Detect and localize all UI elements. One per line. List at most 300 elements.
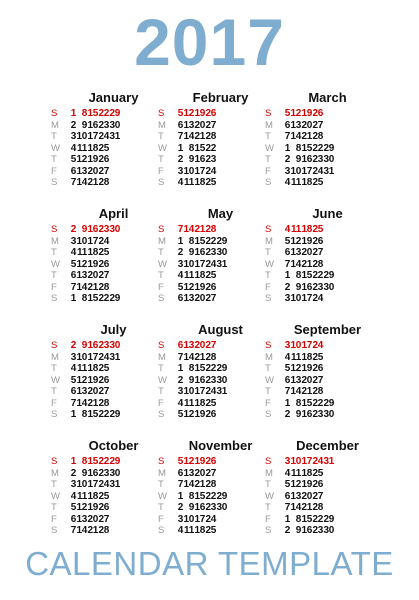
day-number: 11 (291, 224, 301, 235)
weekday-row (265, 363, 372, 375)
weekday-row (158, 177, 265, 189)
weekday-rows (158, 108, 265, 189)
day-number: 15 (87, 108, 98, 119)
day-number: 24 (312, 340, 323, 351)
weekday-row (158, 247, 265, 259)
weekday-label: S (265, 409, 272, 420)
day-number: 16 (194, 502, 205, 513)
day-list (279, 154, 334, 166)
day-number: 20 (301, 490, 312, 502)
day-number: 23 (98, 340, 109, 351)
weekday-rows (158, 224, 265, 305)
day-number: 24 (312, 165, 323, 177)
weekday-rows (158, 340, 265, 421)
weekday-row (158, 270, 265, 282)
day-number: 6 (177, 293, 183, 304)
day-number: 13 (290, 374, 301, 386)
day-list (172, 282, 216, 294)
day-number: 3 (70, 351, 76, 363)
weekday-label: S (158, 525, 165, 536)
month-december (265, 438, 372, 554)
weekday-row (265, 468, 372, 480)
day-number: 31 (216, 258, 227, 270)
day-number: 11 (184, 270, 194, 281)
weekday-label: F (158, 513, 164, 525)
weekday-label: S (158, 224, 165, 235)
day-number: 7 (284, 258, 290, 270)
day-number: 27 (205, 119, 216, 131)
day-number: 1 (177, 490, 183, 502)
day-list (279, 398, 334, 410)
day-number: 22 (312, 270, 323, 281)
day-number: 13 (183, 340, 194, 351)
day-number: 27 (205, 467, 216, 479)
day-list (279, 491, 323, 503)
day-number: 24 (98, 351, 109, 363)
day-number: 24 (205, 165, 216, 177)
day-list (172, 224, 216, 236)
day-number: 12 (76, 502, 87, 513)
day-number: 11 (77, 247, 87, 258)
weekday-label: T (51, 270, 57, 281)
weekday-rows (265, 456, 372, 537)
day-number: 5 (284, 235, 290, 247)
day-number: 21 (301, 386, 312, 397)
day-number: 11 (184, 397, 194, 409)
day-number: 5 (70, 258, 76, 270)
weekday-label: T (158, 363, 164, 374)
day-number: 25 (98, 142, 109, 154)
day-number: 5 (70, 502, 76, 513)
weekday-row (158, 154, 265, 166)
month-november (158, 438, 265, 554)
day-number: 8 (295, 513, 301, 525)
day-number: 7 (70, 397, 76, 409)
weekday-label: M (51, 467, 59, 479)
day-number: 28 (205, 351, 216, 363)
weekday-label: M (158, 235, 166, 247)
day-number: 7 (177, 351, 183, 363)
day-number: 10 (183, 513, 194, 525)
day-number: 16 (87, 224, 98, 235)
day-number: 30 (323, 281, 334, 293)
day-number: 9 (81, 340, 87, 351)
day-list (172, 468, 216, 480)
day-number: 18 (87, 363, 98, 374)
weekday-label: F (265, 397, 271, 409)
weekday-label: S (51, 456, 58, 467)
day-number: 25 (205, 525, 216, 536)
day-number: 10 (290, 340, 301, 351)
weekday-row (265, 491, 372, 503)
weekday-row (51, 491, 158, 503)
day-number: 29 (216, 235, 227, 247)
day-number: 20 (194, 119, 205, 131)
day-list (65, 270, 109, 282)
month-name: July (100, 322, 127, 337)
day-number: 5 (177, 281, 183, 293)
day-number: 8 (188, 490, 194, 502)
day-number: 13 (76, 270, 87, 281)
day-number: 29 (323, 270, 334, 281)
day-number: 22 (312, 397, 323, 409)
day-number: 28 (98, 177, 109, 188)
weekday-label: M (158, 351, 166, 363)
day-number: 4 (284, 351, 290, 363)
day-list (279, 247, 323, 259)
day-number: 4 (177, 177, 183, 188)
day-number: 15 (194, 142, 205, 154)
day-list (172, 166, 216, 178)
weekday-row (51, 177, 158, 189)
day-number: 25 (98, 363, 109, 374)
weekday-row (265, 247, 372, 259)
month-may (158, 206, 265, 322)
day-number: 30 (109, 119, 120, 131)
weekday-row (51, 259, 158, 271)
day-number: 22 (205, 363, 216, 374)
weekday-row (51, 166, 158, 178)
weekday-label: W (51, 142, 60, 154)
day-number: 25 (98, 247, 109, 258)
weekday-label: S (51, 409, 58, 420)
day-number: 16 (194, 154, 205, 165)
weekday-label: M (265, 235, 273, 247)
weekday-row (265, 282, 372, 294)
weekday-label: F (158, 165, 164, 177)
day-number: 26 (312, 363, 323, 374)
weekday-label: M (265, 119, 273, 131)
weekday-label: F (158, 281, 164, 293)
day-list (172, 131, 216, 143)
day-number: 10 (183, 386, 194, 397)
day-list (279, 456, 334, 468)
weekday-label: S (158, 293, 165, 304)
day-number: 28 (312, 502, 323, 513)
day-number: 23 (205, 247, 216, 258)
day-number: 28 (98, 281, 109, 293)
day-number: 9 (188, 247, 194, 258)
day-list (279, 375, 323, 387)
weekday-row (51, 363, 158, 375)
day-list (172, 525, 216, 537)
day-number: 24 (312, 293, 323, 304)
day-number: 4 (177, 525, 183, 536)
day-number: 10 (76, 131, 87, 142)
day-number: 29 (109, 409, 120, 420)
weekday-rows (51, 108, 158, 189)
day-number: 20 (87, 386, 98, 397)
day-number: 23 (205, 154, 216, 165)
day-number: 9 (81, 224, 87, 235)
footer-title: CALENDAR TEMPLATE (25, 545, 394, 582)
day-list (65, 409, 120, 421)
day-number: 21 (194, 479, 205, 490)
day-list (279, 525, 334, 537)
day-number: 25 (98, 490, 109, 502)
weekday-row (158, 375, 265, 387)
day-number: 9 (295, 281, 301, 293)
weekday-rows (51, 456, 158, 537)
weekday-row (51, 525, 158, 537)
day-list (65, 259, 109, 271)
day-number: 8 (295, 397, 301, 409)
day-number: 29 (109, 293, 120, 304)
day-number: 17 (87, 131, 98, 142)
weekday-label: W (265, 142, 274, 154)
weekday-row (265, 177, 372, 189)
day-number: 22 (205, 490, 216, 502)
weekday-row (51, 479, 158, 491)
day-number: 17 (194, 258, 205, 270)
day-number: 2 (177, 154, 183, 165)
weekday-rows (158, 456, 265, 537)
day-number: 6 (70, 165, 76, 177)
day-number: 29 (216, 490, 227, 502)
weekday-label: T (158, 131, 164, 142)
day-number: 31 (323, 456, 334, 467)
day-list (279, 282, 334, 294)
day-number: 12 (76, 374, 87, 386)
weekday-label: S (51, 293, 58, 304)
day-number: 8 (188, 363, 194, 374)
day-number: 22 (98, 293, 109, 304)
weekday-row (51, 131, 158, 143)
day-number: 6 (284, 247, 290, 258)
day-number: 24 (98, 479, 109, 490)
day-number: 14 (183, 131, 194, 142)
weekday-label: S (265, 340, 272, 351)
day-list (172, 120, 216, 132)
day-number: 3 (177, 386, 183, 397)
day-number: 4 (284, 224, 290, 235)
day-list (279, 468, 323, 480)
weekday-label: S (51, 177, 58, 188)
day-number: 26 (205, 456, 216, 467)
weekday-label: S (265, 108, 272, 119)
day-number: 27 (312, 490, 323, 502)
day-number: 26 (205, 108, 216, 119)
weekday-row (265, 456, 372, 468)
weekday-row (158, 468, 265, 480)
day-number: 30 (323, 409, 334, 420)
day-number: 29 (109, 108, 120, 119)
day-number: 5 (284, 479, 290, 490)
weekday-row (51, 236, 158, 248)
weekday-label: W (51, 374, 60, 386)
day-list (65, 398, 109, 410)
day-number: 16 (194, 247, 205, 258)
day-number: 3 (284, 293, 290, 304)
day-number: 27 (205, 340, 216, 351)
day-number: 13 (183, 467, 194, 479)
day-number: 12 (183, 281, 194, 293)
day-list (279, 293, 323, 305)
day-number: 15 (301, 397, 312, 409)
day-number: 7 (177, 131, 183, 142)
day-number: 15 (301, 270, 312, 281)
day-number: 28 (312, 131, 323, 142)
day-number: 19 (194, 409, 205, 420)
day-number: 27 (205, 293, 216, 304)
day-number: 30 (323, 154, 334, 165)
day-number: 5 (177, 409, 183, 420)
weekday-label: T (265, 502, 271, 513)
day-number: 6 (70, 513, 76, 525)
weekday-label: M (265, 467, 273, 479)
day-list (172, 259, 227, 271)
day-list (65, 340, 120, 352)
day-list (279, 363, 323, 375)
day-number: 30 (109, 224, 120, 235)
day-number: 15 (194, 490, 205, 502)
day-number: 12 (76, 258, 87, 270)
day-number: 23 (98, 119, 109, 131)
weekday-row (158, 502, 265, 514)
day-number: 24 (98, 131, 109, 142)
day-number: 5 (70, 154, 76, 165)
day-number: 26 (205, 409, 216, 420)
day-list (172, 398, 216, 410)
weekday-label: W (265, 490, 274, 502)
day-number: 23 (205, 374, 216, 386)
day-list (65, 131, 120, 143)
weekday-label: T (265, 363, 271, 374)
day-number: 4 (70, 247, 76, 258)
day-number: 27 (98, 165, 109, 177)
day-number: 19 (87, 502, 98, 513)
day-number: 13 (183, 119, 194, 131)
day-list (65, 502, 109, 514)
day-number: 6 (70, 386, 76, 397)
weekday-row (51, 340, 158, 352)
day-number: 28 (98, 525, 109, 536)
weekday-label: F (51, 165, 57, 177)
day-number: 18 (194, 397, 205, 409)
day-number: 18 (301, 467, 312, 479)
day-number: 19 (87, 374, 98, 386)
weekday-rows (265, 108, 372, 189)
day-number: 11 (77, 142, 87, 154)
day-number: 18 (87, 247, 98, 258)
day-number: 9 (188, 502, 194, 513)
day-number: 22 (205, 235, 216, 247)
day-number: 9 (295, 409, 301, 420)
day-number: 28 (205, 224, 216, 235)
day-number: 10 (76, 479, 87, 490)
day-list (172, 491, 227, 503)
day-number: 2 (70, 224, 76, 235)
day-number: 1 (284, 142, 290, 154)
month-january (51, 90, 158, 206)
day-number: 23 (312, 281, 323, 293)
day-number: 31 (216, 386, 227, 397)
weekday-label: T (158, 502, 164, 513)
day-number: 12 (290, 235, 301, 247)
weekday-label: M (265, 351, 273, 363)
weekday-row (51, 375, 158, 387)
month-name: November (188, 438, 253, 453)
weekday-row (265, 352, 372, 364)
month-october (51, 438, 158, 554)
day-number: 27 (312, 119, 323, 131)
day-number: 22 (312, 142, 323, 154)
day-number: 11 (291, 177, 301, 188)
weekday-label: M (158, 467, 166, 479)
day-list (65, 386, 109, 398)
weekday-label: T (158, 270, 164, 281)
day-number: 15 (301, 513, 312, 525)
day-list (65, 456, 120, 468)
day-list (65, 236, 109, 248)
weekday-row (51, 224, 158, 236)
day-number: 22 (98, 409, 109, 420)
day-number: 14 (76, 525, 87, 536)
day-number: 21 (87, 397, 98, 409)
day-number: 9 (295, 154, 301, 165)
day-number: 1 (177, 142, 183, 154)
day-number: 11 (291, 467, 301, 479)
day-list (65, 363, 109, 375)
day-number: 17 (87, 479, 98, 490)
day-list (279, 108, 323, 120)
weekday-row (265, 236, 372, 248)
day-number: 30 (323, 525, 334, 536)
day-number: 20 (301, 374, 312, 386)
day-number: 1 (70, 456, 76, 467)
day-number: 12 (290, 479, 301, 490)
day-number: 21 (194, 131, 205, 142)
day-number: 13 (76, 513, 87, 525)
day-number: 2 (284, 409, 290, 420)
day-number: 17 (194, 386, 205, 397)
day-number: 27 (98, 386, 109, 397)
day-number: 8 (295, 142, 301, 154)
day-number: 24 (205, 258, 216, 270)
day-list (172, 386, 227, 398)
day-number: 14 (290, 502, 301, 513)
weekday-row (51, 468, 158, 480)
day-number: 14 (183, 351, 194, 363)
day-list (172, 154, 216, 166)
day-number: 11 (184, 177, 194, 188)
weekday-label: T (51, 386, 57, 397)
weekday-label: W (158, 258, 167, 270)
day-number: 23 (205, 502, 216, 513)
weekday-row (158, 259, 265, 271)
day-list (65, 352, 120, 364)
day-number: 18 (194, 270, 205, 281)
month-name: January (88, 90, 139, 105)
weekday-row (51, 293, 158, 305)
weekday-label: W (265, 374, 274, 386)
day-number: 4 (70, 142, 76, 154)
day-number: 15 (301, 142, 312, 154)
day-number: 16 (301, 525, 312, 536)
day-number: 11 (184, 525, 194, 536)
day-number: 20 (301, 119, 312, 131)
day-number: 20 (87, 270, 98, 281)
day-number: 26 (98, 154, 109, 165)
day-list (279, 479, 323, 491)
day-list (65, 293, 120, 305)
day-number: 10 (183, 258, 194, 270)
weekday-row (158, 409, 265, 421)
month-name: June (312, 206, 343, 221)
day-number: 26 (98, 374, 109, 386)
day-list (172, 363, 227, 375)
day-number: 16 (301, 154, 312, 165)
